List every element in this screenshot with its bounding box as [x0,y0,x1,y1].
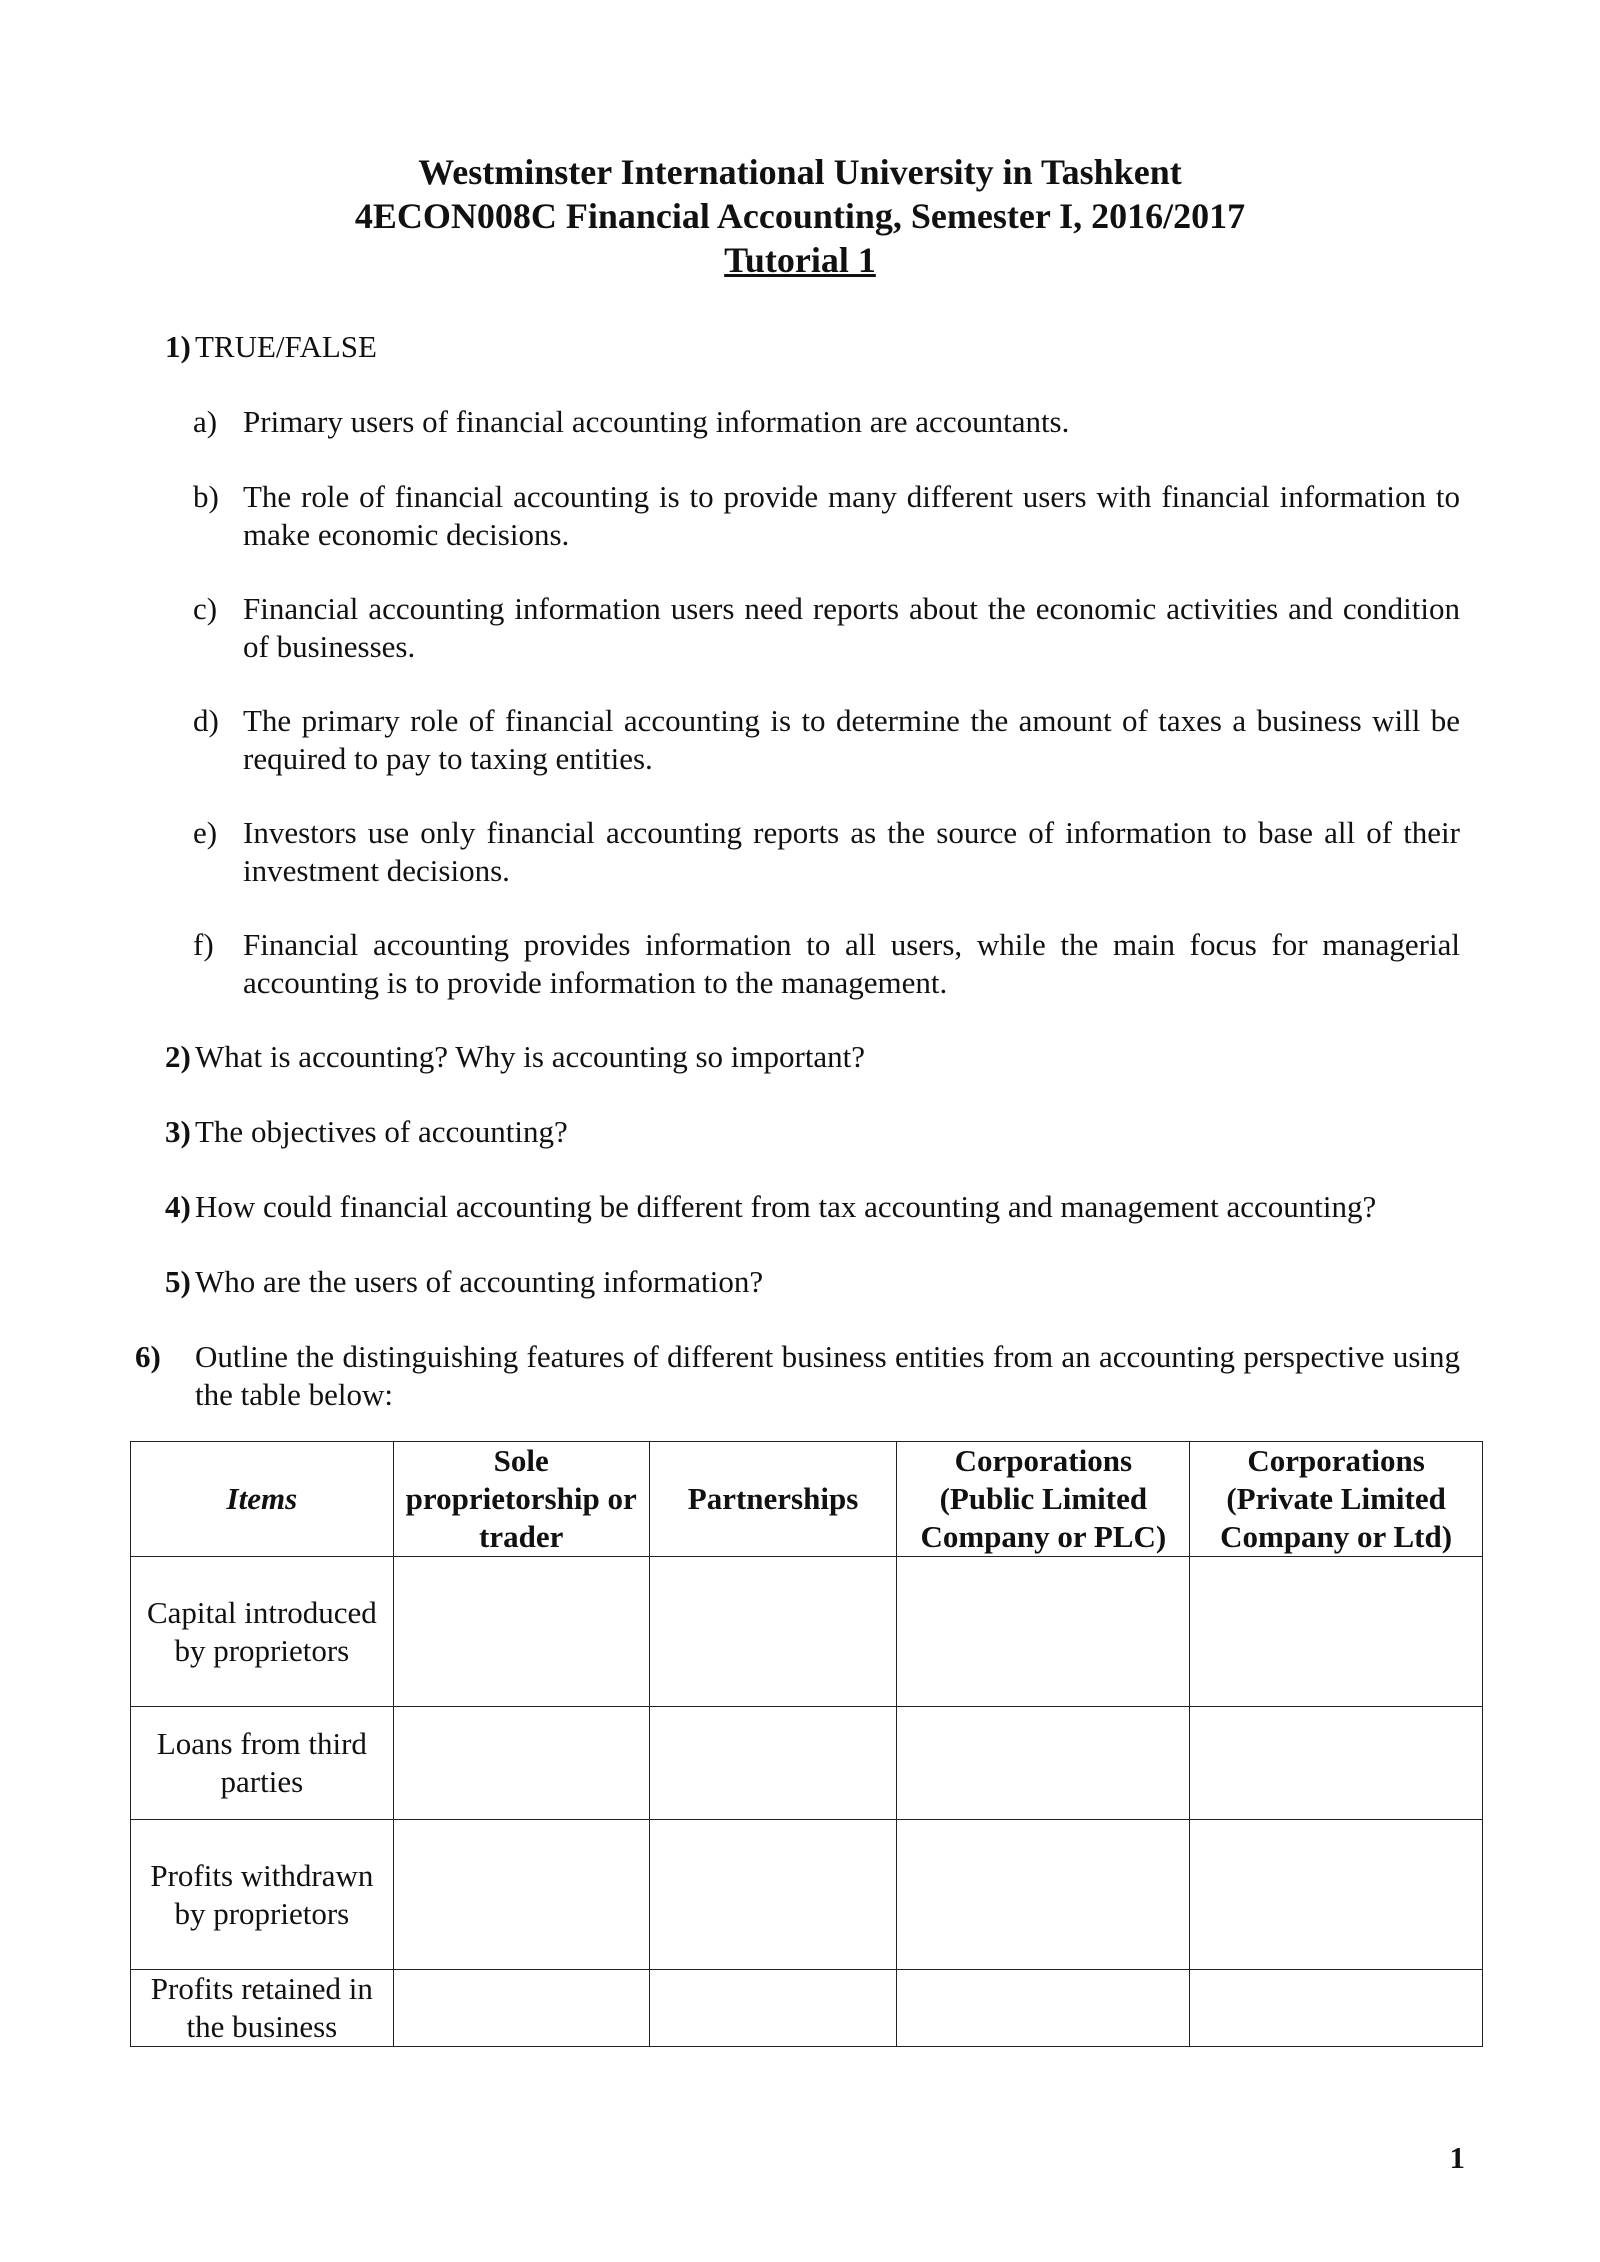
question-1-item-c [193,590,1460,666]
question-number: 6) [135,1339,161,1374]
question-number: 2) [165,1039,191,1074]
table-cell[interactable] [393,1970,649,2047]
table-row [131,1820,1483,1970]
question-1-item-b [193,478,1460,554]
question-number: 4) [165,1189,191,1224]
table-cell[interactable] [393,1707,649,1820]
question-text: TRUE/FALSE [195,329,377,364]
table-row [131,1970,1483,2047]
page-number: 1 [1449,2140,1465,2175]
header-partnerships: Partnerships [649,1442,897,1557]
question-6 [135,1338,1460,1414]
item-text: Financial accounting provides information to all users, while the main focus for managerial accounting is to provide information to the management. [243,927,1460,1000]
table-cell[interactable] [393,1557,649,1707]
item-text: Primary users of financial accounting information are accountants. [243,404,1070,439]
course-title: 4ECON008C Financial Accounting, Semester I, 2016/2017 [354,196,1246,236]
question-text: What is accounting? Why is accounting so important? [195,1039,866,1074]
header-items: Items [131,1442,394,1557]
row-label: Profits retained in the business [131,1970,394,2047]
question-1-item-d [193,702,1460,778]
question-text: The objectives of accounting? [195,1114,568,1149]
header-corporations-ltd: Corporations (Private Limited Company or Ltd) [1190,1442,1483,1557]
question-text: How could financial accounting be different from tax accounting and management accounting? [195,1189,1377,1224]
question-4 [165,1188,1460,1226]
table-cell[interactable] [897,1820,1190,1970]
university-title: Westminster International University in Tashkent [418,152,1182,192]
item-letter: f) [193,927,214,962]
table-cell[interactable] [1190,1970,1483,2047]
item-letter: c) [193,591,218,626]
question-3 [165,1113,1460,1151]
row-label: Loans from third parties [131,1707,394,1820]
table-row [131,1707,1483,1820]
table-header-row [131,1442,1483,1557]
table-cell[interactable] [897,1557,1190,1707]
question-1 [165,328,1460,366]
header-sole-proprietorship: Sole proprietorship or trader [393,1442,649,1557]
question-2 [165,1038,1460,1076]
business-entities-table [130,1441,1483,2047]
item-letter: b) [193,479,219,514]
document-header [0,150,1600,282]
row-label: Capital introduced by proprietors [131,1557,394,1707]
question-1-item-e [193,814,1460,890]
item-letter: e) [193,815,218,850]
row-label: Profits withdrawn by proprietors [131,1820,394,1970]
table-cell[interactable] [649,1820,897,1970]
item-text: The primary role of financial accounting is to determine the amount of taxes a business will be required to pay to taxing entities. [243,703,1460,776]
table-cell[interactable] [1190,1557,1483,1707]
table-cell[interactable] [649,1707,897,1820]
item-text: Financial accounting information users need reports about the economic activities and condition of businesses. [243,591,1460,664]
question-number: 5) [165,1264,191,1299]
question-5 [165,1263,1460,1301]
table-cell[interactable] [897,1970,1190,2047]
question-1-item-f [193,926,1460,1002]
header-corporations-plc: Corporations (Public Limited Company or PLC) [897,1442,1190,1557]
question-text: Who are the users of accounting information? [195,1264,764,1299]
question-text: Outline the distinguishing features of different business entities from an accounting perspective using the table below: [195,1339,1460,1412]
table-row [131,1557,1483,1707]
question-number: 3) [165,1114,191,1149]
item-text: The role of financial accounting is to provide many different users with financial information to make economic decisions. [243,479,1460,552]
table-cell[interactable] [649,1557,897,1707]
table-cell[interactable] [1190,1707,1483,1820]
table-cell[interactable] [393,1820,649,1970]
table-cell[interactable] [649,1970,897,2047]
question-1-item-a [193,403,1460,441]
tutorial-title: Tutorial 1 [724,240,876,280]
question-number: 1) [165,329,191,364]
item-letter: d) [193,703,219,738]
item-letter: a) [193,404,218,439]
table-cell[interactable] [1190,1820,1483,1970]
table-cell[interactable] [897,1707,1190,1820]
item-text: Investors use only financial accounting reports as the source of information to base all of their investment decisions. [243,815,1460,888]
